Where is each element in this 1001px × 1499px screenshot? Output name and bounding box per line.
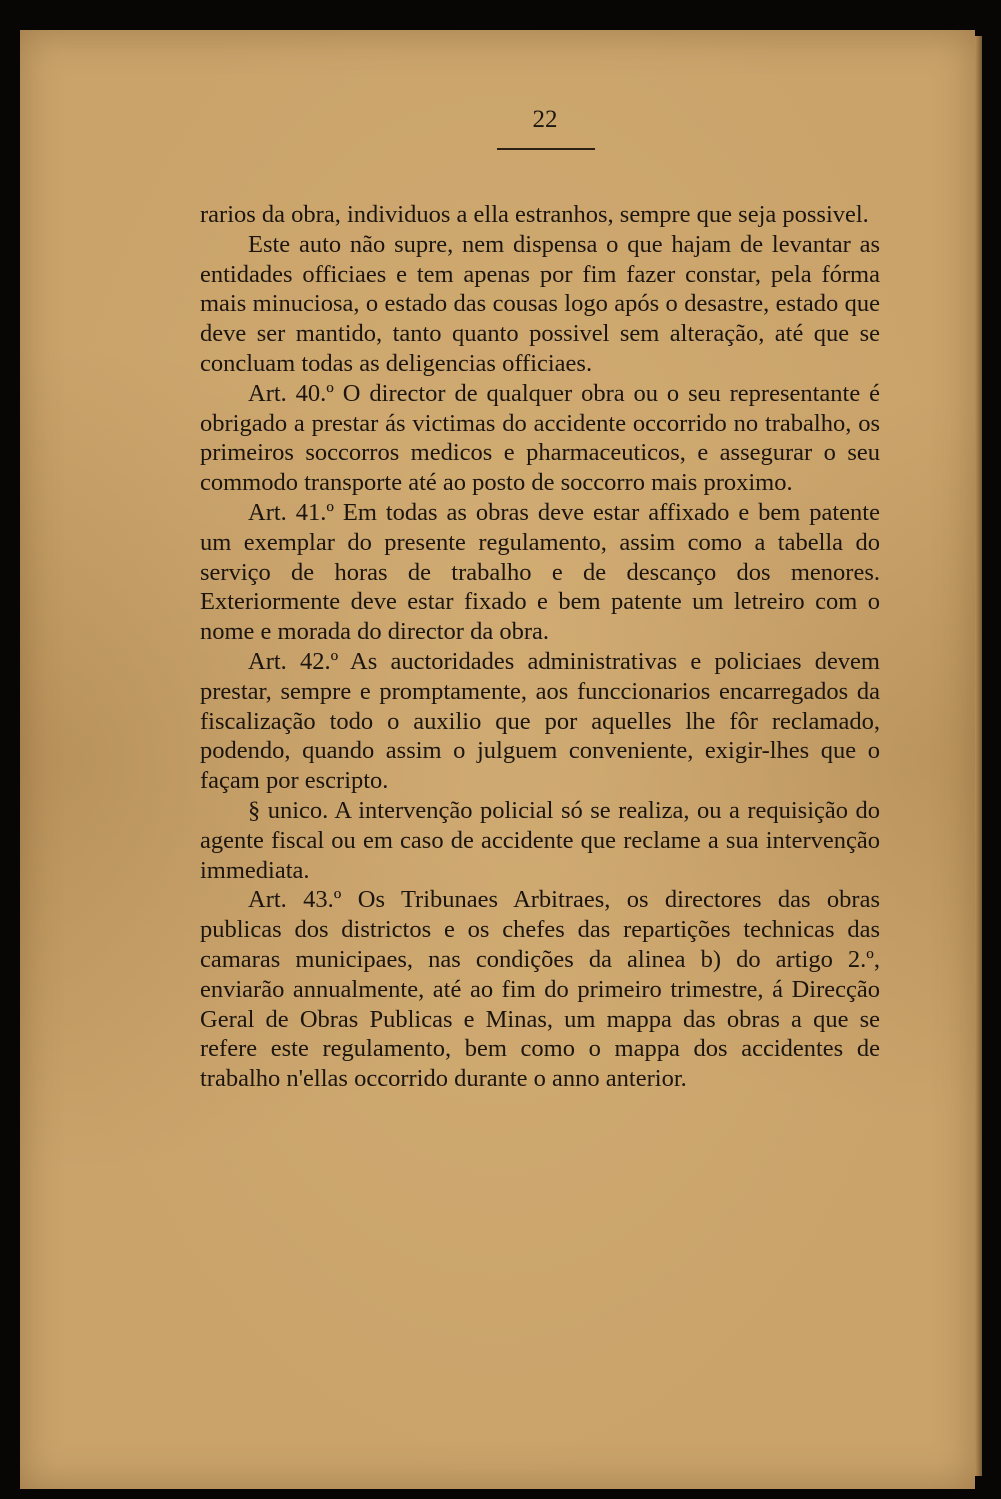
paragraph-art-43: Art. 43.º Os Tribunaes Arbitraes, os directores das obras publicas dos districtos e os chefes das repartições technicas das camaras municipaes, nas condições da alinea b) do artigo 2.º, enviarão annualmente, até ao fim do primeiro trimestre, á Direcção Geral de Obras Publicas e Minas, um mappa das obras a que se refere este regulamento, bem como o mappa dos accidentes de trabalho n'ellas occorrido durante o anno anterior. bbox=[200, 886, 880, 1093]
paragraph-art-42: Art. 42.º As auctoridades administrativas e policiaes devem prestar, sempre e promptamente, aos funccionarios encarregados da fiscalização todo o auxilio que por aquelles lhe fôr reclamado, podendo, quando assim o julguem conveniente, exigir-lhes que o façam por escripto. bbox=[200, 647, 880, 795]
page-number: 22 bbox=[532, 106, 558, 133]
header-rule bbox=[497, 148, 595, 150]
paragraph-continuation: rarios da obra, individuos a ella estranhos, sempre que seja possivel. bbox=[200, 201, 869, 228]
body-text bbox=[200, 200, 880, 1094]
paragraph-auto: Este auto não supre, nem dispensa o que hajam de levantar as entidades officiaes e tem apenas por fim fazer constar, pela fórma mais minuciosa, o estado das cousas logo após o desastre, estado que deve ser mantido, tanto quanto possivel sem alteração, até que se concluam todas as deligencias officiaes. bbox=[200, 230, 880, 377]
paragraph-unico: § unico. A intervenção policial só se realiza, ou a requisição do agente fiscal ou em caso de accidente que reclame a sua intervenção immediata. bbox=[200, 796, 880, 884]
paragraph-art-40: Art. 40.º O director de qualquer obra ou o seu representante é obrigado a prestar ás victimas do accidente occorrido no trabalho, os primeiros soccorros medicos e pharmaceuticos, e assegurar o seu commodo transporte até ao posto de soccorro mais proximo. bbox=[200, 379, 880, 497]
paragraph-art-41: Art. 41.º Em todas as obras deve estar affixado e bem patente um exemplar do presente regulamento, assim como a tabella do serviço de horas de trabalho e de descanço dos menores. Exteriormente deve estar fixado e bem patente um letreiro com o nome e morada do director da obra. bbox=[200, 498, 880, 646]
